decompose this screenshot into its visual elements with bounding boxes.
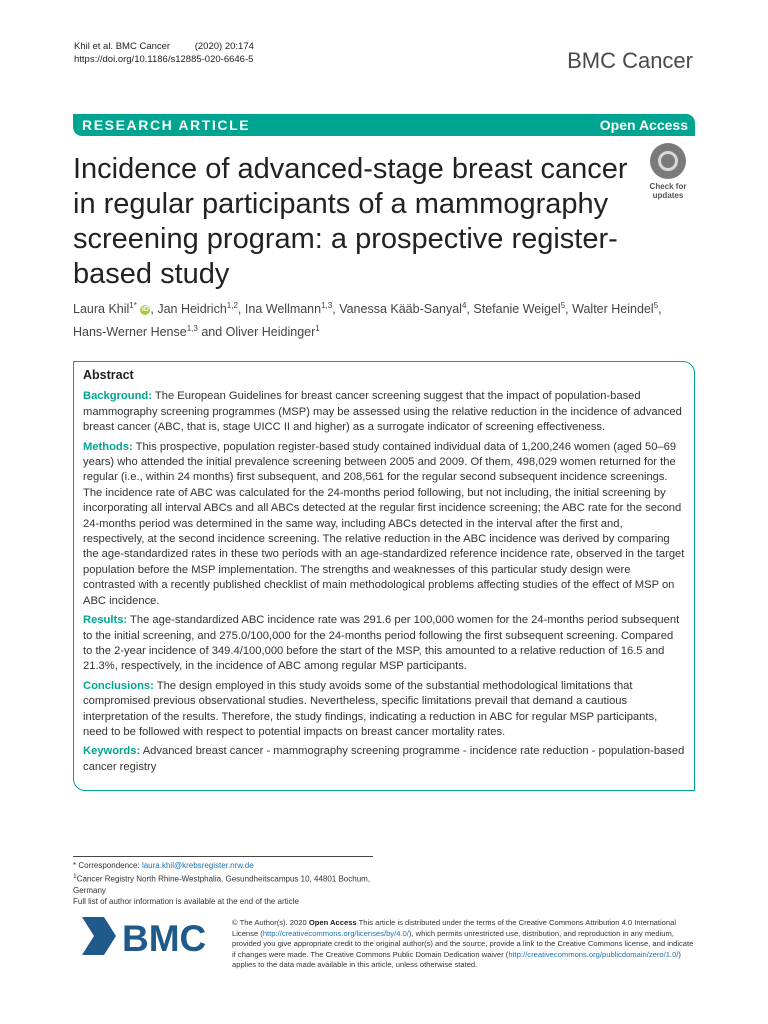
check-for-updates-badge[interactable] xyxy=(641,143,695,201)
updates-icon xyxy=(650,143,686,179)
public-domain-link[interactable]: http://creativecommons.org/publicdomain/zero/1.0/ xyxy=(508,949,679,959)
abstract-methods: Methods: This prospective, population register-based study contained individual data of 1,200,246 women (aged 50–69 years) who attended the initial prevalence screening between 2005 and 2009. Of them, 498,029 women returned for the regular (i.e., within 24 months) first subsequent, and 208,561 for the regular second subsequent incidence screenings. The incidence rate of ABC was calculated for the 24-months period following, but not including, the initial screening by incorporating all interval ABCs and all ABCs detected at the regular first incidence screening; the ABC rate for the second 24-months period was determined in the same way, including ABCs detected in the interval after the first and, respectively, at the second incidence screening. The relative reduction in the ABC incidence was derived by comparing the age-standardized rates in these two periods with an age-standardized reference incidence rate, observed in the target population before the MSP implementation. The strengths and weaknesses of this particular study design were contrasted with a recently published checklist of main methodological problems affecting studies of the effect of MSP on ABC incidence. xyxy=(83,440,685,607)
correspondence-label: * Correspondence: xyxy=(73,861,140,870)
author-name[interactable]: Hans-Werner Hense xyxy=(73,325,187,340)
footnotes: * Correspondence: laura.khil@krebsregister.nrw.de $^1$Cancer Registry North Rhine-Westphalia, Gesundheitscampus 10, 44801 Bochum, Germany Full list of author information is available at the end of the article xyxy=(73,860,383,907)
article-banner xyxy=(73,114,695,136)
correspondence-email[interactable]: laura.khil@krebsregister.nrw.de xyxy=(141,861,254,870)
author-affil: 4 xyxy=(461,301,467,310)
open-access-label: Open Access xyxy=(599,117,688,133)
author-info-note: Full list of author information is available at the end of the article xyxy=(73,896,299,906)
author-affil: 5 xyxy=(653,301,659,310)
author-name[interactable]: Jan Heidrich xyxy=(157,302,227,317)
updates-line2: updates xyxy=(652,191,684,200)
author-name[interactable]: Laura Khil xyxy=(73,302,130,317)
abstract-keywords: Keywords: Advanced breast cancer - mammography screening programme - incidence rate reduction - population-based cancer registry xyxy=(83,745,685,773)
author-name[interactable]: Ina Wellmann xyxy=(244,302,322,317)
author-affil: 1,3 xyxy=(321,301,333,310)
article-title: Incidence of advanced-stage breast cancer in regular participants of a mammography screening program: a prospective register-based study xyxy=(73,153,628,290)
license-text: © The Author(s). 2020 Open Access This article is distributed under the terms of the Creative Commons Attribution 4.0 International License (http://creativecommons.org/licenses/by/4.0/), which permits unrestricted use, distribution, and reproduction in any medium, provided you give appropriate credit to the original author(s) and the source, provide a link to the Creative Commons license, and indicate if changes were made. The Creative Commons Public Domain Dedication waiver (http://creativecommons.org/publicdomain/zero/1.0/) applies to the data made available in this article, unless otherwise stated. xyxy=(232,918,694,970)
author-name[interactable]: Vanessa Kääb-Sanyal xyxy=(339,302,462,317)
abstract-box xyxy=(73,361,695,791)
abstract-results: Results: The age-standardized ABC incidence rate was 291.6 per 100,000 women for the 24-months period subsequent to the initial screening, and 275.0/100,000 for the 24-months period following the first subsequent screening. Compared to the 2-year incidence of 349.4/100,000 before the start of the MSP, this amounted to a relative reduction of 16.5 and 21.3%, respectively, in the incidence of ABC among regular MSP participants. xyxy=(83,614,680,673)
author-list: Laura Khil$^{1*}$ iD , Jan Heidrich$^{1,2}$, Ina Wellmann$^{1,3}$, Vanessa Kääb-Sanyal$^4$, Stefanie Weigel$^5$, Walter Heindel$^5$, Hans-Werner Hense$^{1,3}$ and Oliver Heidinger$^1$ xyxy=(73,301,662,340)
abstract-heading: Abstract xyxy=(83,368,134,382)
bmc-logo xyxy=(82,913,217,959)
journal-name: BMC Cancer xyxy=(567,48,693,73)
author-name[interactable]: Walter Heindel xyxy=(572,302,654,317)
footnote-divider xyxy=(73,856,373,857)
citation-header xyxy=(74,40,276,66)
author-name[interactable]: Oliver Heidinger xyxy=(225,325,316,340)
abstract-conclusions: Conclusions: The design employed in this study avoids some of the substantial methodological limitations that compromised previous observational studies. Nevertheless, specific limitations prevail that demand a cautious interpretation of the results. Therefore, the study findings, indicating a reduction in ABC for regular MSP participants, need to be followed with respect to potential impacts on breast cancer mortality rates. xyxy=(83,679,658,738)
citation-year: (2020) 20:174 xyxy=(194,41,254,52)
updates-line1: Check for xyxy=(649,182,687,191)
affiliation: Cancer Registry North Rhine-Westphalia, Gesundheitscampus 10, 44801 Bochum, Germany xyxy=(73,874,371,895)
author-affil: 1,2 xyxy=(226,301,238,310)
author-affil: 1,3 xyxy=(186,324,198,334)
author-affil: 5 xyxy=(560,301,566,310)
logo-text: BMC xyxy=(122,918,207,959)
license-link[interactable]: http://creativecommons.org/licenses/by/4.0/ xyxy=(262,928,409,938)
orcid-icon[interactable]: iD xyxy=(141,305,149,313)
author-affil: 1* xyxy=(129,301,137,310)
doi-link[interactable]: https://doi.org/10.1186/s12885-020-6646-5 xyxy=(74,54,254,65)
author-affil: 1 xyxy=(315,324,320,334)
author-name[interactable]: Stefanie Weigel xyxy=(473,302,561,317)
citation-authors: Khil et al. BMC Cancer xyxy=(74,41,171,52)
abstract-background: Background: The European Guidelines for breast cancer screening suggest that the impact of population-based mammography screening programmes (MSP) may be assessed using the relative reduction in the incidence of advanced breast cancer (ABC, that is, stage UICC II and higher) as a surrogate indicator of screening effectiveness. xyxy=(83,390,682,434)
article-type: RESEARCH ARTICLE xyxy=(82,117,251,133)
